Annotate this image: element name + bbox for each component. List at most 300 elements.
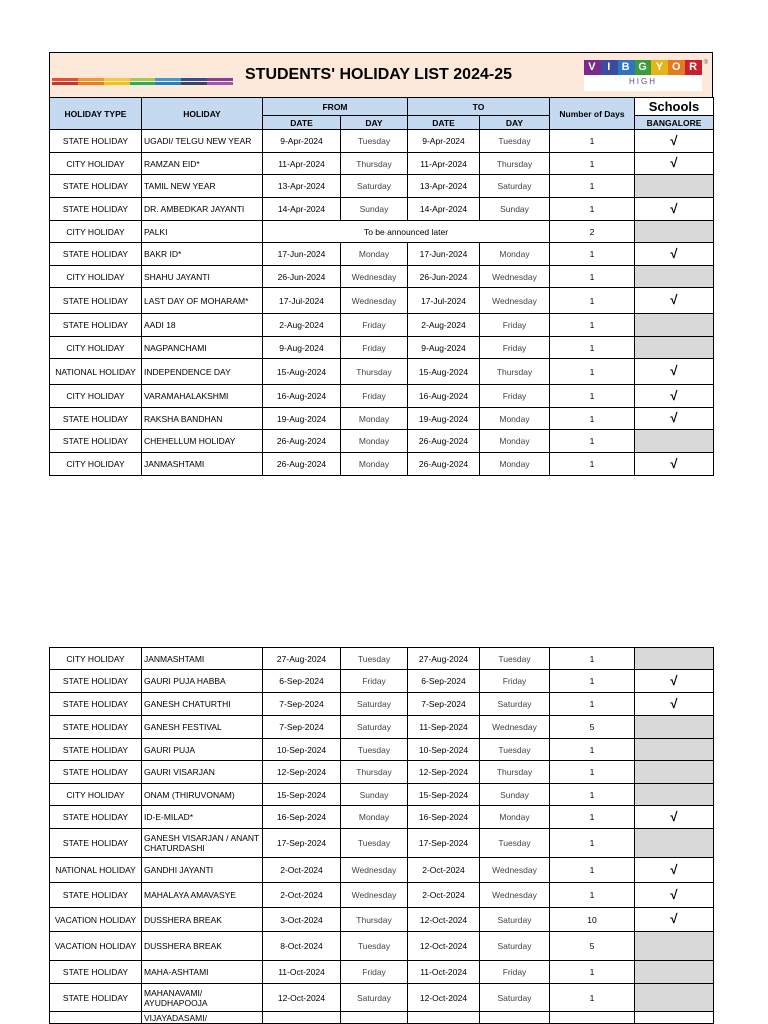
to-day-cell: Tuesday <box>480 648 550 670</box>
checkmark-icon: √ <box>670 410 678 425</box>
to-day-cell: Friday <box>480 314 550 337</box>
to-day-cell: Saturday <box>480 908 550 932</box>
number-of-days-cell: 1 <box>550 453 635 476</box>
holiday-name-cell: BAKR ID* <box>142 243 263 266</box>
from-day-cell: Saturday <box>341 693 408 716</box>
holiday-name-cell: GANESH VISARJAN / ANANT CHATURDASHI <box>142 829 263 858</box>
from-date-cell: 7-Sep-2024 <box>263 693 341 716</box>
number-of-days-cell: 1 <box>550 761 635 784</box>
holiday-name-cell: INDEPENDENCE DAY <box>142 359 263 385</box>
bangalore-cell <box>635 408 714 430</box>
checkmark-icon: √ <box>670 200 678 216</box>
stripe-segment <box>52 82 78 85</box>
holiday-name-cell: MAHANAVAMI/ AYUDHAPOOJA <box>142 984 263 1012</box>
number-of-days-cell: 10 <box>550 908 635 932</box>
to-day-cell: Monday <box>480 806 550 829</box>
table-row <box>50 243 714 266</box>
to-day-cell: Sunday <box>480 198 550 221</box>
header-to-date: DATE <box>408 116 480 130</box>
header-from-date: DATE <box>263 116 341 130</box>
holiday-name-cell: AADI 18 <box>142 314 263 337</box>
table-row <box>50 908 714 932</box>
bangalore-cell <box>635 359 714 385</box>
from-day-cell: Tuesday <box>341 932 408 961</box>
to-date-cell: 16-Aug-2024 <box>408 385 480 408</box>
bangalore-cell <box>635 288 714 314</box>
table-row <box>50 314 714 337</box>
to-date-cell: 16-Sep-2024 <box>408 806 480 829</box>
from-date-cell: 11-Oct-2024 <box>263 961 341 984</box>
holiday-name-cell: JANMASHTAMI <box>142 648 263 670</box>
checkmark-icon: √ <box>670 672 678 688</box>
from-date-cell: 19-Aug-2024 <box>263 408 341 430</box>
checkmark-icon: √ <box>670 155 678 170</box>
table-row <box>50 430 714 453</box>
holiday-type-cell: STATE HOLIDAY <box>50 408 142 430</box>
number-of-days-cell: 5 <box>550 932 635 961</box>
number-of-days-cell: 1 <box>550 430 635 453</box>
table-row <box>50 829 714 858</box>
logo-subtitle: HIGH <box>629 77 657 86</box>
holiday-name-cell: SHAHU JAYANTI <box>142 266 263 288</box>
number-of-days-cell: 1 <box>550 858 635 883</box>
table-row <box>50 198 714 221</box>
to-day-cell: Saturday <box>480 984 550 1012</box>
to-date-cell: 9-Aug-2024 <box>408 337 480 359</box>
from-date-cell: 26-Aug-2024 <box>263 453 341 476</box>
from-day-cell: Friday <box>341 314 408 337</box>
holiday-type-cell: STATE HOLIDAY <box>50 961 142 984</box>
header-number-of-days: Number of Days <box>550 98 635 130</box>
to-day-cell: Saturday <box>480 932 550 961</box>
vibgyor-logo <box>584 60 708 91</box>
number-of-days-cell <box>550 1012 635 1024</box>
holiday-name-cell: MAHA-ASHTAMI <box>142 961 263 984</box>
announcement-cell: To be announced later <box>263 221 550 243</box>
stripe-segment <box>78 82 104 85</box>
holiday-type-cell: STATE HOLIDAY <box>50 883 142 908</box>
holiday-type-cell: VACATION HOLIDAY <box>50 932 142 961</box>
holiday-type-cell: CITY HOLIDAY <box>50 153 142 175</box>
bangalore-cell <box>635 984 714 1012</box>
number-of-days-cell: 1 <box>550 288 635 314</box>
to-day-cell: Wednesday <box>480 716 550 739</box>
from-date-cell: 16-Sep-2024 <box>263 806 341 829</box>
table-row <box>50 1012 714 1024</box>
holiday-name-cell: NAGPANCHAMI <box>142 337 263 359</box>
title-banner <box>49 52 713 97</box>
bangalore-cell <box>635 1012 714 1024</box>
to-date-cell: 11-Sep-2024 <box>408 716 480 739</box>
from-date-cell: 26-Aug-2024 <box>263 430 341 453</box>
table-row <box>50 670 714 693</box>
holiday-type-cell: STATE HOLIDAY <box>50 430 142 453</box>
to-date-cell: 12-Oct-2024 <box>408 984 480 1012</box>
to-day-cell: Monday <box>480 430 550 453</box>
from-day-cell: Sunday <box>341 784 408 806</box>
from-day-cell: Friday <box>341 337 408 359</box>
from-date-cell: 11-Apr-2024 <box>263 153 341 175</box>
to-day-cell: Monday <box>480 408 550 430</box>
holiday-name-cell: GAURI PUJA <box>142 739 263 761</box>
table-row <box>50 175 714 198</box>
number-of-days-cell: 1 <box>550 883 635 908</box>
bangalore-cell <box>635 453 714 476</box>
bangalore-cell <box>635 716 714 739</box>
holiday-type-cell: CITY HOLIDAY <box>50 337 142 359</box>
header-schools: Schools <box>635 98 714 116</box>
from-day-cell: Saturday <box>341 984 408 1012</box>
from-date-cell: 26-Jun-2024 <box>263 266 341 288</box>
checkmark-icon: √ <box>670 808 678 824</box>
holiday-name-cell: GAURI VISARJAN <box>142 761 263 784</box>
to-day-cell: Wednesday <box>480 266 550 288</box>
holiday-name-cell: ONAM (THIRUVONAM) <box>142 784 263 806</box>
logo-letter: G <box>635 60 652 75</box>
checkmark-icon: √ <box>670 132 678 148</box>
stripe-segment <box>104 78 130 81</box>
header-from: FROM <box>263 98 408 116</box>
holiday-type-cell: STATE HOLIDAY <box>50 130 142 153</box>
from-day-cell: Thursday <box>341 761 408 784</box>
from-day-cell: Thursday <box>341 359 408 385</box>
number-of-days-cell: 1 <box>550 153 635 175</box>
holiday-type-cell: CITY HOLIDAY <box>50 648 142 670</box>
from-date-cell: 3-Oct-2024 <box>263 908 341 932</box>
holiday-type-cell: NATIONAL HOLIDAY <box>50 359 142 385</box>
bangalore-cell <box>635 670 714 693</box>
to-date-cell: 26-Aug-2024 <box>408 430 480 453</box>
to-date-cell: 26-Jun-2024 <box>408 266 480 288</box>
checkmark-icon: √ <box>670 387 678 403</box>
checkmark-icon: √ <box>670 363 678 378</box>
bangalore-cell <box>635 932 714 961</box>
to-day-cell: Wednesday <box>480 858 550 883</box>
holiday-name-cell: GANDHI JAYANTI <box>142 858 263 883</box>
to-day-cell: Friday <box>480 385 550 408</box>
to-day-cell: Wednesday <box>480 883 550 908</box>
table-row <box>50 932 714 961</box>
holiday-type-cell: STATE HOLIDAY <box>50 314 142 337</box>
table-row <box>50 739 714 761</box>
from-day-cell: Wednesday <box>341 858 408 883</box>
number-of-days-cell: 1 <box>550 648 635 670</box>
bangalore-cell <box>635 130 714 153</box>
logo-letter: Y <box>651 60 668 75</box>
holiday-name-cell: DUSSHERA BREAK <box>142 908 263 932</box>
holiday-name-cell: DUSSHERA BREAK <box>142 932 263 961</box>
bangalore-cell <box>635 829 714 858</box>
bangalore-cell <box>635 883 714 908</box>
stripe-segment <box>155 82 181 85</box>
holiday-type-cell: STATE HOLIDAY <box>50 829 142 858</box>
stripe-segment <box>181 82 207 85</box>
holiday-table-1 <box>49 97 714 476</box>
bangalore-cell <box>635 243 714 266</box>
from-date-cell: 17-Sep-2024 <box>263 829 341 858</box>
holiday-name-cell: LAST DAY OF MOHARAM* <box>142 288 263 314</box>
bangalore-cell <box>635 648 714 670</box>
to-date-cell: 2-Oct-2024 <box>408 858 480 883</box>
holiday-type-cell: STATE HOLIDAY <box>50 761 142 784</box>
stripe-segment <box>155 78 181 81</box>
holiday-type-cell: STATE HOLIDAY <box>50 670 142 693</box>
holiday-name-cell: DR. AMBEDKAR JAYANTI <box>142 198 263 221</box>
from-date-cell: 14-Apr-2024 <box>263 198 341 221</box>
logo-letter: V <box>584 60 601 75</box>
to-date-cell: 17-Jul-2024 <box>408 288 480 314</box>
to-day-cell: Thursday <box>480 153 550 175</box>
bangalore-cell <box>635 266 714 288</box>
bangalore-cell <box>635 806 714 829</box>
logo-registered-mark: ® <box>703 60 708 66</box>
number-of-days-cell: 1 <box>550 175 635 198</box>
holiday-type-cell: CITY HOLIDAY <box>50 784 142 806</box>
stripe-segment <box>207 82 233 85</box>
bangalore-cell <box>635 175 714 198</box>
bangalore-cell <box>635 430 714 453</box>
checkmark-icon: √ <box>670 695 678 711</box>
number-of-days-cell: 2 <box>550 221 635 243</box>
to-day-cell: Thursday <box>480 359 550 385</box>
number-of-days-cell: 1 <box>550 314 635 337</box>
checkmark-icon: √ <box>670 911 678 926</box>
bangalore-cell <box>635 153 714 175</box>
from-date-cell: 2-Aug-2024 <box>263 314 341 337</box>
holiday-type-cell: STATE HOLIDAY <box>50 288 142 314</box>
bangalore-cell <box>635 221 714 243</box>
from-date-cell: 15-Sep-2024 <box>263 784 341 806</box>
table-row <box>50 858 714 883</box>
table-row <box>50 153 714 175</box>
header-from-day: DAY <box>341 116 408 130</box>
number-of-days-cell: 1 <box>550 784 635 806</box>
number-of-days-cell: 1 <box>550 359 635 385</box>
bangalore-cell <box>635 908 714 932</box>
holiday-table-page-2 <box>49 647 713 1024</box>
header-bangalore: BANGALORE <box>635 116 714 130</box>
to-day-cell: Friday <box>480 670 550 693</box>
to-date-cell: 12-Oct-2024 <box>408 908 480 932</box>
holiday-name-cell: RAMZAN EID* <box>142 153 263 175</box>
holiday-name-cell: TAMIL NEW YEAR <box>142 175 263 198</box>
stripe-segment <box>181 78 207 81</box>
holiday-type-cell: CITY HOLIDAY <box>50 385 142 408</box>
holiday-type-cell: STATE HOLIDAY <box>50 806 142 829</box>
table-row <box>50 716 714 739</box>
from-day-cell: Thursday <box>341 153 408 175</box>
header-holiday: HOLIDAY <box>142 98 263 130</box>
holiday-name-cell: VIJAYADASAMI/ <box>142 1012 263 1024</box>
bangalore-cell <box>635 314 714 337</box>
holiday-name-cell: JANMASHTAMI <box>142 453 263 476</box>
number-of-days-cell: 1 <box>550 198 635 221</box>
to-date-cell: 19-Aug-2024 <box>408 408 480 430</box>
stripe-segment <box>207 78 233 81</box>
holiday-name-cell: ID-E-MILAD* <box>142 806 263 829</box>
to-date-cell: 26-Aug-2024 <box>408 453 480 476</box>
to-date-cell <box>408 1012 480 1024</box>
header-to-day: DAY <box>480 116 550 130</box>
from-day-cell: Tuesday <box>341 829 408 858</box>
bangalore-cell <box>635 784 714 806</box>
holiday-type-cell: STATE HOLIDAY <box>50 198 142 221</box>
from-date-cell: 12-Oct-2024 <box>263 984 341 1012</box>
checkmark-icon: √ <box>670 886 678 902</box>
from-day-cell: Wednesday <box>341 883 408 908</box>
from-day-cell <box>341 1012 408 1024</box>
table-row <box>50 784 714 806</box>
holiday-name-cell: VARAMAHALAKSHMI <box>142 385 263 408</box>
from-date-cell: 15-Aug-2024 <box>263 359 341 385</box>
holiday-name-cell: CHEHELLUM HOLIDAY <box>142 430 263 453</box>
table-row <box>50 693 714 716</box>
table-row <box>50 806 714 829</box>
from-date-cell: 9-Aug-2024 <box>263 337 341 359</box>
to-day-cell: Tuesday <box>480 829 550 858</box>
from-day-cell: Tuesday <box>341 648 408 670</box>
to-date-cell: 15-Sep-2024 <box>408 784 480 806</box>
from-date-cell: 2-Oct-2024 <box>263 858 341 883</box>
number-of-days-cell: 1 <box>550 693 635 716</box>
from-date-cell: 16-Aug-2024 <box>263 385 341 408</box>
bangalore-cell <box>635 693 714 716</box>
to-date-cell: 2-Aug-2024 <box>408 314 480 337</box>
holiday-name-cell: MAHALAYA AMAVASYE <box>142 883 263 908</box>
to-date-cell: 27-Aug-2024 <box>408 648 480 670</box>
to-date-cell: 6-Sep-2024 <box>408 670 480 693</box>
table-row <box>50 337 714 359</box>
to-date-cell: 10-Sep-2024 <box>408 739 480 761</box>
from-date-cell: 17-Jul-2024 <box>263 288 341 314</box>
holiday-type-cell: NATIONAL HOLIDAY <box>50 858 142 883</box>
from-day-cell: Monday <box>341 430 408 453</box>
header-to: TO <box>408 98 550 116</box>
from-day-cell: Monday <box>341 806 408 829</box>
to-day-cell <box>480 1012 550 1024</box>
checkmark-icon: √ <box>670 292 678 307</box>
to-date-cell: 15-Aug-2024 <box>408 359 480 385</box>
table-row <box>50 883 714 908</box>
number-of-days-cell: 1 <box>550 829 635 858</box>
stripe-segment <box>52 78 78 81</box>
number-of-days-cell: 1 <box>550 984 635 1012</box>
holiday-type-cell: STATE HOLIDAY <box>50 243 142 266</box>
to-day-cell: Tuesday <box>480 130 550 153</box>
logo-letter: R <box>685 60 702 75</box>
bangalore-cell <box>635 739 714 761</box>
table-row <box>50 453 714 476</box>
to-date-cell: 9-Apr-2024 <box>408 130 480 153</box>
table-row <box>50 408 714 430</box>
to-day-cell: Sunday <box>480 784 550 806</box>
holiday-table-page-1 <box>49 52 713 476</box>
from-day-cell: Wednesday <box>341 288 408 314</box>
stripe-segment <box>104 82 130 85</box>
from-day-cell: Saturday <box>341 175 408 198</box>
to-day-cell: Saturday <box>480 693 550 716</box>
from-day-cell: Tuesday <box>341 739 408 761</box>
from-day-cell: Wednesday <box>341 266 408 288</box>
from-day-cell: Thursday <box>341 908 408 932</box>
from-date-cell: 12-Sep-2024 <box>263 761 341 784</box>
from-day-cell: Sunday <box>341 198 408 221</box>
from-date-cell <box>263 1012 341 1024</box>
bangalore-cell <box>635 337 714 359</box>
from-date-cell: 6-Sep-2024 <box>263 670 341 693</box>
table-row <box>50 288 714 314</box>
to-day-cell: Wednesday <box>480 288 550 314</box>
number-of-days-cell: 1 <box>550 243 635 266</box>
bangalore-cell <box>635 198 714 221</box>
to-date-cell: 17-Jun-2024 <box>408 243 480 266</box>
from-day-cell: Monday <box>341 243 408 266</box>
table-row <box>50 984 714 1012</box>
from-day-cell: Friday <box>341 961 408 984</box>
holiday-type-cell: CITY HOLIDAY <box>50 266 142 288</box>
from-day-cell: Monday <box>341 408 408 430</box>
table-row <box>50 385 714 408</box>
from-date-cell: 17-Jun-2024 <box>263 243 341 266</box>
header-holiday-type: HOLIDAY TYPE <box>50 98 142 130</box>
holiday-type-cell: STATE HOLIDAY <box>50 693 142 716</box>
number-of-days-cell: 1 <box>550 385 635 408</box>
from-date-cell: 10-Sep-2024 <box>263 739 341 761</box>
holiday-name-cell: UGADI/ TELGU NEW YEAR <box>142 130 263 153</box>
checkmark-icon: √ <box>670 455 678 471</box>
number-of-days-cell: 1 <box>550 337 635 359</box>
from-day-cell: Tuesday <box>341 130 408 153</box>
to-day-cell: Monday <box>480 453 550 476</box>
number-of-days-cell: 1 <box>550 130 635 153</box>
logo-letter: I <box>601 60 618 75</box>
bangalore-cell <box>635 385 714 408</box>
holiday-name-cell: GANESH FESTIVAL <box>142 716 263 739</box>
to-day-cell: Monday <box>480 243 550 266</box>
table-row <box>50 761 714 784</box>
checkmark-icon: √ <box>670 861 678 877</box>
from-day-cell: Monday <box>341 453 408 476</box>
holiday-type-cell: CITY HOLIDAY <box>50 453 142 476</box>
to-date-cell: 13-Apr-2024 <box>408 175 480 198</box>
to-date-cell: 17-Sep-2024 <box>408 829 480 858</box>
from-date-cell: 7-Sep-2024 <box>263 716 341 739</box>
to-date-cell: 11-Oct-2024 <box>408 961 480 984</box>
to-day-cell: Friday <box>480 961 550 984</box>
to-date-cell: 7-Sep-2024 <box>408 693 480 716</box>
bangalore-cell <box>635 961 714 984</box>
table-row <box>50 130 714 153</box>
from-date-cell: 27-Aug-2024 <box>263 648 341 670</box>
holiday-type-cell: STATE HOLIDAY <box>50 984 142 1012</box>
to-date-cell: 12-Oct-2024 <box>408 932 480 961</box>
number-of-days-cell: 1 <box>550 806 635 829</box>
holiday-type-cell: STATE HOLIDAY <box>50 175 142 198</box>
holiday-type-cell: VACATION HOLIDAY <box>50 908 142 932</box>
to-date-cell: 14-Apr-2024 <box>408 198 480 221</box>
to-day-cell: Friday <box>480 337 550 359</box>
holiday-type-cell <box>50 1012 142 1024</box>
holiday-type-cell: CITY HOLIDAY <box>50 221 142 243</box>
from-day-cell: Friday <box>341 670 408 693</box>
table-row <box>50 359 714 385</box>
holiday-name-cell: PALKI <box>142 221 263 243</box>
page-title: STUDENTS' HOLIDAY LIST 2024-25 <box>245 66 512 83</box>
stripe-segment <box>78 78 104 81</box>
holiday-table-2 <box>49 647 714 1024</box>
checkmark-icon: √ <box>670 245 678 261</box>
to-day-cell: Tuesday <box>480 739 550 761</box>
